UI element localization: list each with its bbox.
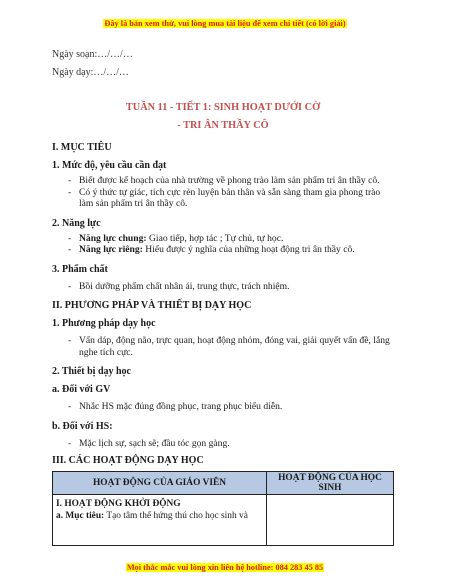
competency-list <box>52 233 394 256</box>
list-item: - Biết được kế hoạch của nhà trường về phong trào làm sản phẩm tri ân thầy cô. <box>68 175 394 187</box>
preview-banner <box>0 19 450 28</box>
subsection-teaching-methods-heading: 1. Phương pháp dạy học <box>52 318 156 329</box>
competency-text: Hiểu được ý nghĩa của những hoạt động tri ân thầy cô. <box>142 244 355 255</box>
student-equipment-list <box>52 438 394 450</box>
preview-banner-text: Đây là bản xem thử, vui lòng mua tài liệu để xem chi tiết (có lời giải) <box>104 19 346 28</box>
student-column-header: HOẠT ĐỘNG CỦA HỌC SINH <box>267 472 394 495</box>
qualities-list <box>52 281 394 293</box>
teacher-equipment-heading: a. Đối với GV <box>52 384 111 395</box>
lesson-title-line1: TUẦN 11 - TIẾT 1: SINH HOẠT DƯỚI CỜ <box>125 102 321 113</box>
list-item: - Bồi dưỡng phẩm chất nhân ái, trung thực, trách nhiệm. <box>68 281 394 293</box>
student-equipment-heading: b. Đối với HS: <box>52 420 113 432</box>
date-taught: Ngày dạy:…/…/… <box>52 67 129 78</box>
list-item: - Nhắc HS mặc đúng đồng phục, trang phục biểu diễn. <box>68 401 394 413</box>
list-item: - Vấn dáp, động não, trực quan, hoạt động nhóm, đóng vai, giải quyết vấn đề, lắng nghe tích cực. <box>68 335 394 358</box>
activity-objective <box>56 510 263 522</box>
competency-text: Giao tiếp, hợp tác ; Tự chủ, tự học. <box>146 232 284 244</box>
date-prepared: Ngày soạn:…/…/… <box>52 49 133 60</box>
teacher-column-header: HOẠT ĐỘNG CỦA GIÁO VIÊN <box>53 472 267 495</box>
list-item <box>68 244 394 256</box>
table-header-row <box>53 472 394 495</box>
activities-table <box>52 471 394 546</box>
teacher-activity-cell <box>53 495 267 546</box>
table-row <box>53 495 394 546</box>
section-activities-heading: III. CÁC HOẠT ĐỘNG DẠY HỌC <box>52 455 204 466</box>
document-body <box>52 48 394 546</box>
teacher-equipment-list <box>52 401 394 413</box>
activity-heading: I. HOẠT ĐỘNG KHỞI ĐỘNG <box>56 499 181 509</box>
subsection-competency-heading: 2. Năng lực <box>52 217 101 229</box>
requirements-list <box>52 175 394 210</box>
subsection-equipment-heading: 2. Thiết bị dạy học <box>52 366 131 377</box>
objective-label: a. Mục tiêu: <box>56 511 105 521</box>
list-item: - Mặc lịch sự, sạch sẽ; đầu tóc gọn gàng. <box>68 438 394 450</box>
list-item <box>68 233 394 245</box>
lesson-title-line2: - TRI ÂN THẦY CÔ <box>177 120 269 131</box>
section-objectives-heading: I. MỤC TIÊU <box>52 142 112 153</box>
competency-label: Năng lực riêng: <box>79 244 143 255</box>
list-item: - Có ý thức tự giác, tích cực rèn luyện bản thân và sẵn sàng tham gia phong trào làm sản phẩm tri ân thầy cô. <box>68 187 394 210</box>
section-methods-heading: II. PHƯƠNG PHÁP VÀ THIẾT BỊ DẠY HỌC <box>52 300 252 311</box>
subsection-requirements-heading: 1. Mức độ, yêu cầu cần đạt <box>52 160 167 171</box>
objective-text: Tạo tâm thế hứng thú cho học sinh và <box>104 511 248 521</box>
hotline-banner <box>0 563 450 572</box>
subsection-qualities-heading: 3. Phẩm chất <box>52 263 108 275</box>
hotline-banner-text: Mọi thắc mắc vui lòng xin liên hệ hotline: 084 283 45 85 <box>126 563 324 572</box>
competency-label: Năng lực chung: <box>79 232 147 244</box>
student-activity-cell <box>267 495 394 546</box>
teaching-methods-list <box>52 335 394 358</box>
